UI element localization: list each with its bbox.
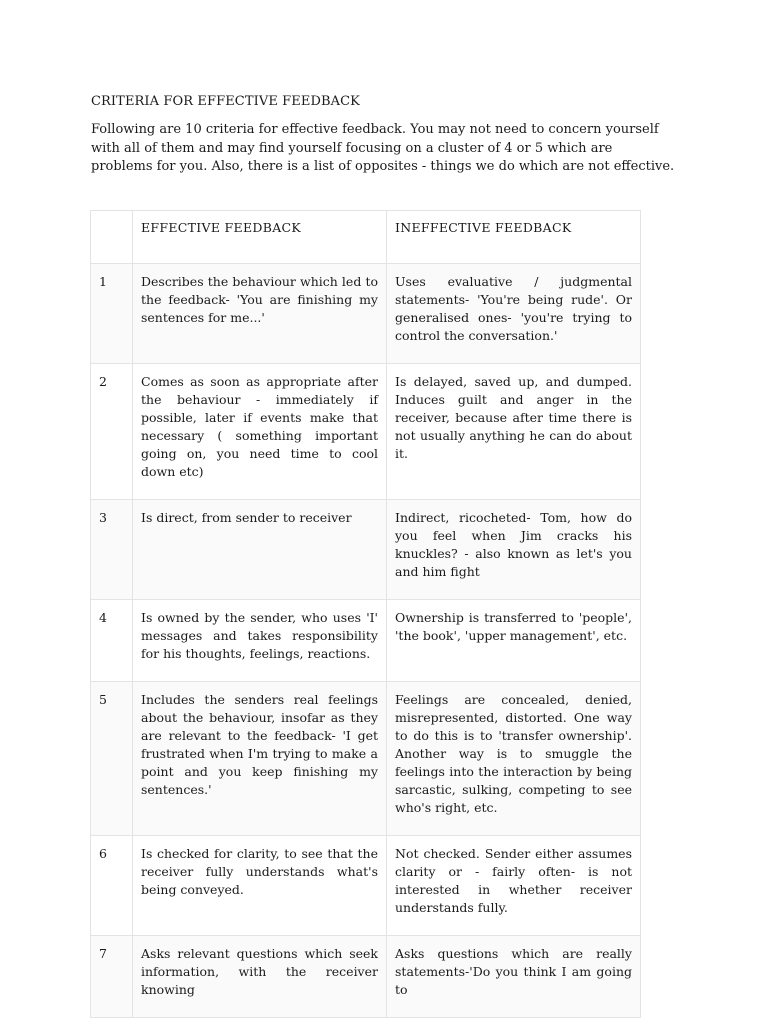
- table-row: [91, 682, 641, 836]
- ineffective-cell: Uses evaluative / judgmental statements- 'You're being rude'. Or generalised ones- 'you're trying to control the conversation.': [387, 264, 641, 364]
- row-number: 1: [91, 264, 133, 364]
- row-number: 7: [91, 936, 133, 1018]
- ineffective-cell: Is delayed, saved up, and dumped. Induces guilt and anger in the receiver, because after time there is not usually anything he can do about it.: [387, 364, 641, 500]
- criteria-table: [90, 210, 641, 1018]
- row-number: 4: [91, 600, 133, 682]
- table-row: [91, 500, 641, 600]
- table-row: [91, 364, 641, 500]
- row-number: 2: [91, 364, 133, 500]
- effective-cell: Is direct, from sender to receiver: [133, 500, 387, 600]
- header-cell-number: [91, 211, 133, 264]
- intro-paragraph: Following are 10 criteria for effective feedback. You may not need to concern yourself with all of them and may find yourself focusing on a cluster of 4 or 5 which are problems for you. Also, there is a list of opposites - things we do which are not effective.: [91, 122, 675, 174]
- ineffective-cell: Indirect, ricocheted- Tom, how do you feel when Jim cracks his knuckles? - also known as let's you and him fight: [387, 500, 641, 600]
- ineffective-cell: Asks questions which are really statements-'Do you think I am going to: [387, 936, 641, 1018]
- criteria-table-container: [90, 210, 640, 997]
- effective-cell: Asks relevant questions which seek information, with the receiver knowing: [133, 936, 387, 1018]
- header-cell-effective: EFFECTIVE FEEDBACK: [133, 211, 387, 264]
- effective-cell: Includes the senders real feelings about the behaviour, insofar as they are relevant to the feedback- 'I get frustrated when I'm trying to make a point and you keep finishing my sentences.': [133, 682, 387, 836]
- ineffective-cell: Not checked. Sender either assumes clarity or - fairly often- is not interested in whether receiver understands fully.: [387, 836, 641, 936]
- table-row: [91, 600, 641, 682]
- table-header-row: [91, 211, 641, 264]
- ineffective-cell: Feelings are concealed, denied, misrepresented, distorted. One way to do this is to 'transfer ownership'. Another way is to smuggle the feelings into the interaction by being sarcastic, sulking, competing to see who's right, etc.: [387, 682, 641, 836]
- effective-cell: Is checked for clarity, to see that the receiver fully understands what's being conveyed.: [133, 836, 387, 936]
- row-number: 5: [91, 682, 133, 836]
- effective-cell: Is owned by the sender, who uses 'I' messages and takes responsibility for his thoughts, feelings, reactions.: [133, 600, 387, 682]
- table-row: [91, 264, 641, 364]
- table-row: [91, 836, 641, 936]
- document-title: CRITERIA FOR EFFECTIVE FEEDBACK: [91, 94, 360, 109]
- table-row: [91, 936, 641, 1018]
- effective-cell: Describes the behaviour which led to the feedback- 'You are finishing my sentences for me...': [133, 264, 387, 364]
- effective-cell: Comes as soon as appropriate after the behaviour - immediately if possible, later if events make that necessary ( something important going on, you need time to cool down etc): [133, 364, 387, 500]
- row-number: 3: [91, 500, 133, 600]
- header-cell-ineffective: INEFFECTIVE FEEDBACK: [387, 211, 641, 264]
- ineffective-cell: Ownership is transferred to 'people', 'the book', 'upper management', etc.: [387, 600, 641, 682]
- row-number: 6: [91, 836, 133, 936]
